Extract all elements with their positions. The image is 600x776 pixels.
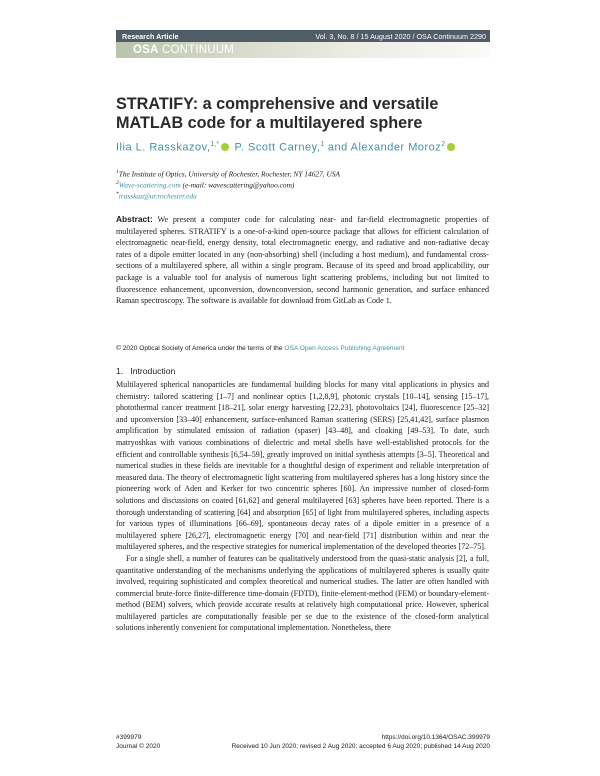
article-title: STRATIFY: a comprehensive and versatile MATLAB code for a multilayered sphere — [116, 95, 439, 132]
article-type: Research Article — [122, 31, 179, 41]
author-3: and Alexander Moroz — [327, 141, 442, 154]
copyright-notice — [116, 345, 496, 352]
affil-3-mark: * — [116, 190, 119, 197]
article-id: #399979 — [116, 734, 142, 741]
copyright-text: © 2020 Optical Society of America under the terms of the — [116, 345, 285, 352]
journal-header-bar — [116, 30, 490, 42]
paragraph: For a single shell, a number of features can be qualitatively understood from the quasi-static analysis [2], a full, quantitative understanding of the mechanisms underlying the applications of multilayered spheres is usually quite involved, requiring sophisticated and complex theoretical and numerical studies. The latter are often handled with commercial brute-force finite-difference time-domain (FDTD), finite-element-method (FEM) or boundary-element-method (BEM) solvers, which provide accurate results at relatively high computational price. However, spherical multilayered particles are computationally feasible per se due to the existence of the closed-form analytical solutions inherently convenient for computational implementation. Nonetheless, there — [116, 553, 489, 633]
affil-2-link[interactable]: Wave-scattering.com — [118, 180, 181, 190]
paragraph: Multilayered spherical nanoparticles are fundamental building blocks for many vital applications in physics and chemistry: tailored scattering [1–7] and nonlinear optics [1,2,8,9], photonic crystals [10–14], sensing [15–17], photothermal cancer treatment [18–21], solar energy harvesting [22,23], photovoltaics [24], fluorescence [25–32] and upconversion [33–40] enhancement, surface-enhanced Raman scattering (SERS) [25,41,42], surface plasmon amplification by stimulated emission of radiation (spaser) [43–48], and cloaking [49–53]. To date, such matryoshkas with various combinations of dielectric and metal shells have well-established protocols for the efficient and controllable synthesis [6,54–59], greatly improved on initial synthesis attempts [3–5]. Theoretical and numerical studies in these fields are inevitable for a thoughtful design of experiment and reliable interpretation of measured data. The theory of electromagnetic light scattering from multilayered spheres has a long history since the pioneering work of Aden and Kerker for two concentric spheres [60]. An impressive number of closed-form solutions and discussions on coated [61,62] and general multilayered [63] spheres have been reported. There is a thorough understanding of scattering [64] and absorption [65] of light from multilayered spheres, including aspects for various types of illuminations [66–69], spontaneous decay rates of a dipole emitter in a presence of a multilayered sphere [26,27], electromagnetic energy [70] and near-field [71] distribution within and near the multilayered spheres, and the respective strategies for numerical implementation of the developed theories [72–75]. — [116, 380, 489, 552]
affil-1: The Institute of Optics, University of Rochester, Rochester, NY 14627, USA — [118, 169, 341, 179]
orcid-icon[interactable] — [447, 143, 455, 151]
abstract — [116, 214, 489, 307]
author-2-affil: 1 — [320, 141, 325, 148]
journal-year: Journal © 2020 — [116, 743, 161, 750]
page-footer — [116, 733, 490, 751]
journal-logo-prefix: OSA — [133, 44, 159, 56]
corresponding-email[interactable]: irasskaz@ur.rochester.edu — [118, 191, 197, 200]
doi-link[interactable]: https://doi.org/10.1364/OSAC.399979 — [381, 734, 490, 741]
section-number: 1. — [116, 366, 124, 376]
author-1: Ilia L. Rasskazov, — [116, 141, 211, 154]
affil-2-email: (e-mail: wavescattering@yahoo.com) — [180, 180, 295, 190]
body-text — [116, 379, 489, 634]
author-list — [116, 137, 496, 156]
affil-1-mark: 1 — [116, 169, 119, 175]
copyright-link[interactable]: OSA Open Access Publishing Agreement — [284, 345, 405, 352]
affil-2-mark: 2 — [116, 179, 119, 186]
author-1-affil: 1,* — [210, 141, 219, 148]
publication-dates: Received 10 Jun 2020; revised 2 Aug 2020; accepted 6 Aug 2020; published 14 Aug 2020 — [231, 743, 490, 750]
abstract-label: Abstract: — [116, 214, 153, 224]
journal-brand-banner — [116, 42, 490, 58]
journal-logo — [133, 44, 234, 56]
orcid-icon[interactable] — [221, 143, 229, 151]
section-heading — [116, 366, 175, 376]
affiliations — [116, 168, 496, 200]
author-3-affil: 2 — [441, 141, 446, 148]
abstract-text: We present a computer code for calculating near- and far-field electromagnetic properties of multilayered spheres. STRATIFY is a one-of-a-kind open-source package that allows for efficient calculation of electromagnetic near-field, energy density, total electromagnetic energy, and radiative and non-radiative decay rates of a dipole emitter located in any (non-absorbing) shell (including a host medium), and fundamental cross-sections of a multilayered sphere, all within a single program. Because of its speed and broad applicability, our package is a valuable tool for analysis of numerous light scattering problems, including but not limited to fluorescence enhancement, upconversion, downconversion, second harmonic generation, and surface enhanced Raman spectroscopy. The software is available for download from GitLab as Code 1. — [116, 215, 489, 306]
author-2: P. Scott Carney, — [234, 141, 321, 154]
footer-right — [232, 733, 490, 751]
issue-info: Vol. 3, No. 8 / 15 August 2020 / OSA Continuum 2290 — [315, 31, 486, 41]
journal-logo-name: CONTINUUM — [161, 44, 235, 56]
section-title: Introduction — [130, 366, 176, 376]
